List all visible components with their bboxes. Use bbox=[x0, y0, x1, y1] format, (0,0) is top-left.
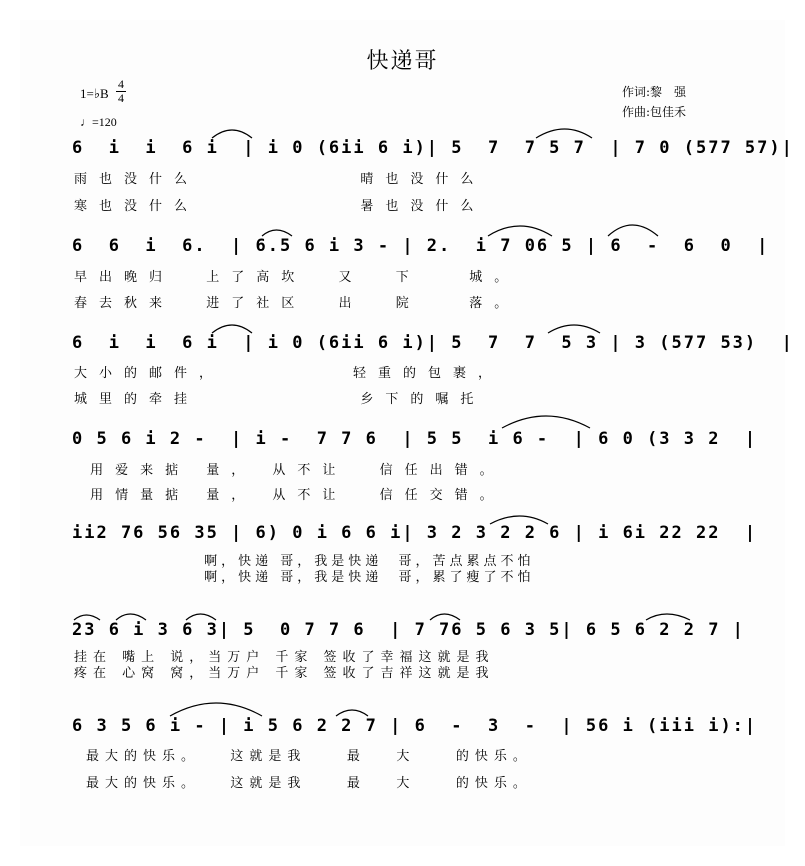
slur bbox=[490, 516, 548, 524]
time-signature-top: 4 bbox=[118, 77, 124, 91]
lyric-line-1: 早出晚归 上了高坎 又 下 城。 bbox=[74, 270, 520, 285]
time-signature-bottom: 4 bbox=[118, 91, 124, 105]
lyric-line-2: 寒也没什么 暑也没什么 bbox=[74, 199, 486, 214]
slur bbox=[186, 614, 216, 620]
slur bbox=[536, 129, 592, 138]
lyric-line-2: 城里的牵挂 乡下的嘱托 bbox=[74, 392, 486, 407]
notes-line: 6 i i 6 i | i 0 (6ii 6 i)| 5 7 7 5 3 | 3 (577 53) | bbox=[72, 333, 794, 353]
lyric-line-2: 疼在 心窝 窝，当万户 千家 签收了吉祥这就是我 bbox=[74, 666, 495, 681]
notes-line: 6 3 5 6 i - | i 5 6 2 2 7 | 6 - 3 - | 56 i (iii i):| bbox=[72, 716, 758, 736]
lyric-line-1: 用爱来掂 量， 从不让 信任出错。 bbox=[74, 463, 505, 478]
key-signature: 1=♭B bbox=[80, 86, 109, 101]
notes-line: ii2 76 56 35 | 6) 0 i 6 6 i| 3 2 3 2 2 6 | i 6i 22 22 | bbox=[72, 523, 758, 543]
slur bbox=[170, 703, 262, 716]
lyric-line-1: 雨也没什么 晴也没什么 bbox=[74, 172, 486, 187]
lyric-line-1: 挂在 嘴上 说，当万户 千家 签收了幸福这就是我 bbox=[74, 650, 495, 665]
slur bbox=[336, 710, 368, 716]
lyric-line-1: 大小的邮件， 轻重的包裹， bbox=[74, 366, 504, 381]
notes-line: 0 5 6 i 2 - | i - 7 7 6 | 5 5 i 6 - | 6 0 (3 3 2 | bbox=[72, 429, 758, 449]
slur bbox=[608, 225, 658, 236]
slur bbox=[502, 416, 590, 428]
slur bbox=[116, 614, 146, 620]
slur bbox=[212, 130, 252, 138]
song-title: 快递哥 bbox=[366, 49, 439, 74]
slur bbox=[74, 615, 100, 620]
lyric-line-2: 用情量掂 量， 从不让 信任交错。 bbox=[74, 488, 505, 503]
notes-line: 23 6 i 3 6 3| 5 0 7 7 6 | 7 76 5 6 3 5| 6 5 6 2 2 7 | bbox=[72, 620, 745, 640]
lyric-line-2: 啊，快递 哥，我是快递 哥，累了瘦了不怕 bbox=[74, 570, 535, 585]
tempo-mark: ♩=120 bbox=[80, 115, 117, 129]
slur bbox=[646, 614, 690, 620]
notes-line: 6 6 i 6. | 6.5 6 i 3 - | 2. i 7 06 5 | 6 - 6 0 | bbox=[72, 236, 770, 256]
notes-line: 6 i i 6 i | i 0 (6ii 6 i)| 5 7 7 5 7 | 7 0 (577 57)| bbox=[72, 138, 794, 158]
lyric-line-1: 最大的快乐。 这就是我 最 大 的快乐。 bbox=[86, 749, 532, 764]
slur bbox=[548, 325, 600, 333]
slur bbox=[212, 325, 252, 333]
slur bbox=[488, 226, 552, 236]
lyricist-credit: 作词:黎 强 bbox=[622, 85, 687, 99]
lyric-line-1: 啊，快递 哥，我是快递 哥，苦点累点不怕 bbox=[74, 554, 535, 569]
composer-credit: 作曲:包佳禾 bbox=[622, 105, 687, 119]
lyric-line-2: 春去秋来 进了社区 出 院 落。 bbox=[74, 296, 520, 311]
slur bbox=[430, 614, 460, 620]
lyric-line-2: 最大的快乐。 这就是我 最 大 的快乐。 bbox=[86, 776, 532, 791]
slur bbox=[262, 230, 292, 236]
